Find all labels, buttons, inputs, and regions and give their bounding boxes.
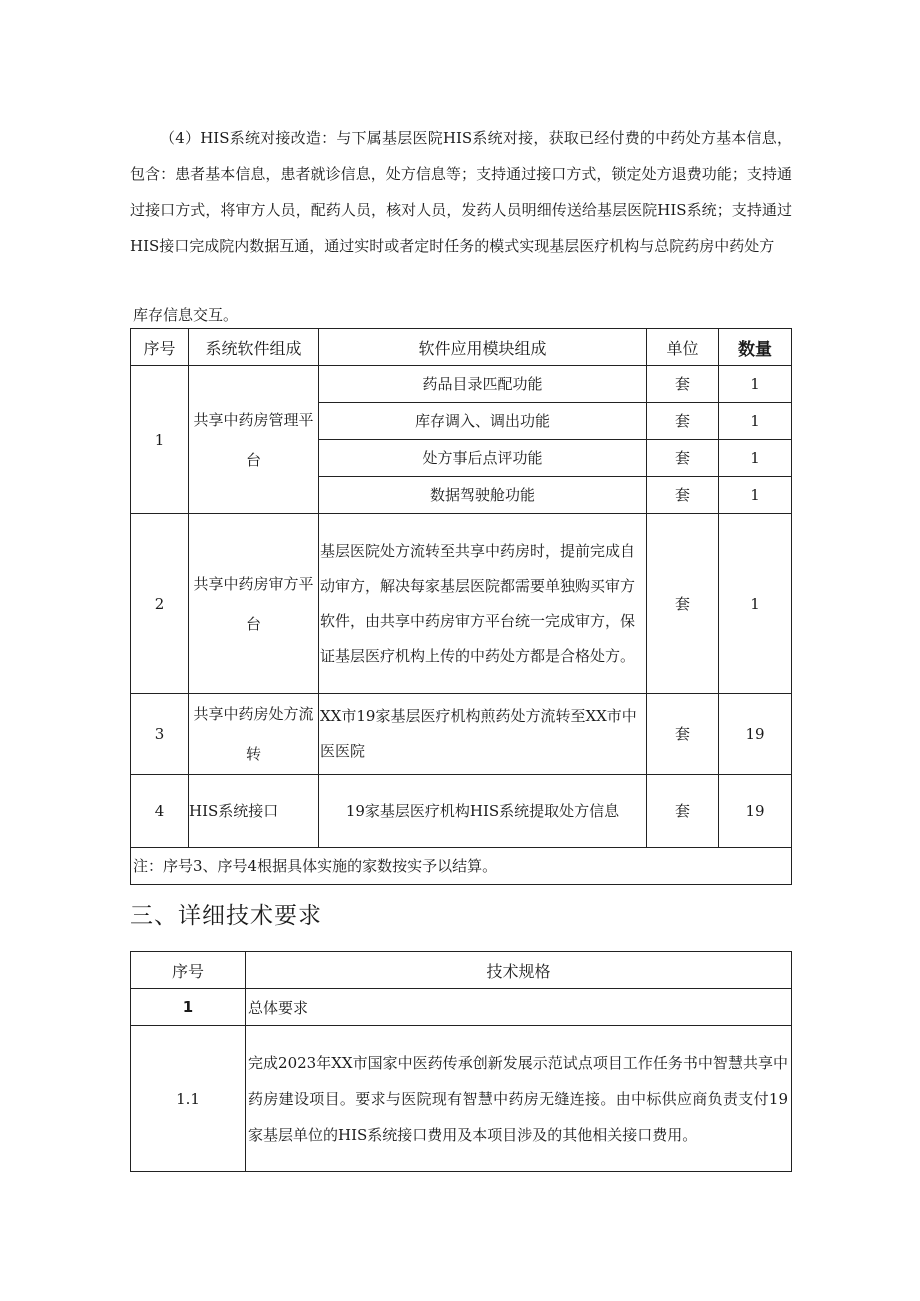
row-no: 1 xyxy=(131,366,189,514)
unit-cell: 套 xyxy=(647,514,719,694)
qty-cell: 1 xyxy=(719,366,792,403)
table-header-row xyxy=(131,329,792,366)
intro-continuation: 库存信息交互。 xyxy=(133,306,239,324)
table-note: 注：序号3、序号4根据具体实施的家数按实予以结算。 xyxy=(131,848,792,885)
system-name: 共享中药房处方流转 xyxy=(189,694,319,775)
unit-cell: 套 xyxy=(647,775,719,848)
module-name: 处方事后点评功能 xyxy=(319,440,647,477)
header-system: 系统软件组成 xyxy=(189,329,319,366)
intro-paragraph: （4）HIS系统对接改造：与下属基层医院HIS系统对接，获取已经付费的中药处方基本信息，包含：患者基本信息，患者就诊信息，处方信息等；支持通过接口方式，锁定处方退费功能；支持通过接口方式，将审方人员，配药人员，核对人员，发药人员明细传送给基层医院HIS系统；支持通过HIS接口完成院内数据互通，通过实时或者定时任务的模式实现基层医疗机构与总院药房中药处方 xyxy=(130,129,792,255)
table-row xyxy=(131,514,792,694)
row-no: 2 xyxy=(131,514,189,694)
row-no: 4 xyxy=(131,775,189,848)
qty-cell: 19 xyxy=(719,775,792,848)
header-unit: 单位 xyxy=(647,329,719,366)
qty-cell: 1 xyxy=(719,403,792,440)
header-spec: 技术规格 xyxy=(246,952,792,989)
row-no: 3 xyxy=(131,694,189,775)
table-row xyxy=(131,1026,792,1172)
section-title: 总体要求 xyxy=(246,989,792,1026)
item-no: 1.1 xyxy=(131,1026,246,1172)
module-name: 药品目录匹配功能 xyxy=(319,366,647,403)
unit-cell: 套 xyxy=(647,694,719,775)
module-name: 基层医院处方流转至共享中药房时，提前完成自动审方，解决每家基层医院都需要单独购买审方软件，由共享中药房审方平台统一完成审方，保证基层医疗机构上传的中药处方都是合格处方。 xyxy=(319,514,647,694)
section-heading: 三、详细技术要求 xyxy=(130,903,322,929)
section-no: 1 xyxy=(131,989,246,1026)
qty-cell: 1 xyxy=(719,477,792,514)
unit-cell: 套 xyxy=(647,403,719,440)
table-row xyxy=(131,366,792,403)
qty-cell: 1 xyxy=(719,440,792,477)
module-name: 19家基层医疗机构HIS系统提取处方信息 xyxy=(319,775,647,848)
software-composition-table xyxy=(130,328,792,885)
module-name: 库存调入、调出功能 xyxy=(319,403,647,440)
system-name: HIS系统接口 xyxy=(189,775,319,848)
technical-requirements-table xyxy=(130,951,792,1172)
qty-cell: 1 xyxy=(719,514,792,694)
header-qty: 数量 xyxy=(719,329,792,366)
table-note-row xyxy=(131,848,792,885)
header-no: 序号 xyxy=(131,329,189,366)
table-header-row xyxy=(131,952,792,989)
module-name: 数据驾驶舱功能 xyxy=(319,477,647,514)
header-no: 序号 xyxy=(131,952,246,989)
system-name: 共享中药房审方平台 xyxy=(189,514,319,694)
system-name: 共享中药房管理平台 xyxy=(189,366,319,514)
qty-cell: 19 xyxy=(719,694,792,775)
unit-cell: 套 xyxy=(647,477,719,514)
unit-cell: 套 xyxy=(647,366,719,403)
item-text: 完成2023年XX市国家中医药传承创新发展示范试点项目工作任务书中智慧共享中药房建设项目。要求与医院现有智慧中药房无缝连接。由中标供应商负责支付19家基层单位的HIS系统接口费用及本项目涉及的其他相关接口费用。 xyxy=(246,1026,792,1172)
unit-cell: 套 xyxy=(647,440,719,477)
table-row xyxy=(131,694,792,775)
module-name: XX市19家基层医疗机构煎药处方流转至XX市中医医院 xyxy=(319,694,647,775)
table-row xyxy=(131,775,792,848)
header-module: 软件应用模块组成 xyxy=(319,329,647,366)
table-row xyxy=(131,989,792,1026)
